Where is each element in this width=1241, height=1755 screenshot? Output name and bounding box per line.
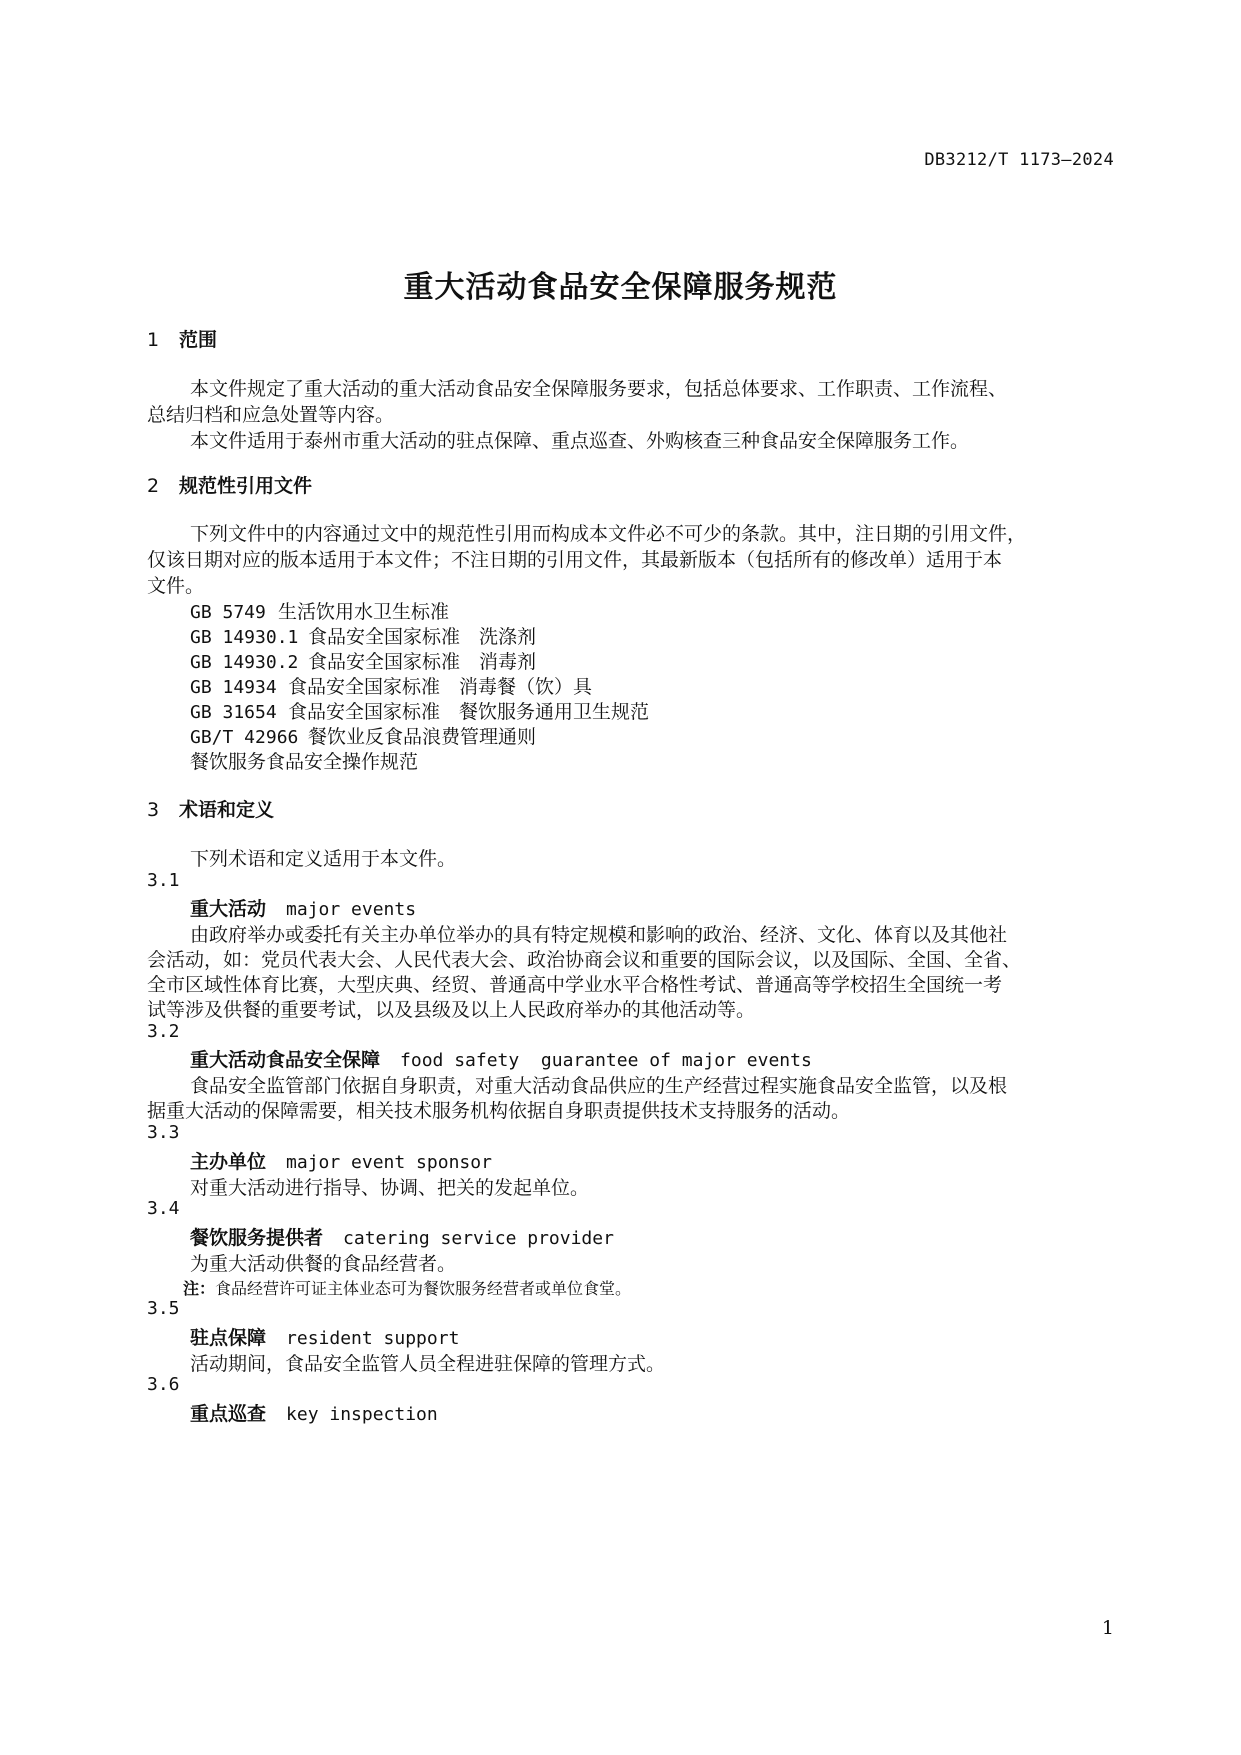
reference-item bbox=[190, 747, 418, 774]
term-definition-line: 对重大活动进行指导、协调、把关的发起单位。 bbox=[190, 1177, 590, 1199]
section-title: 规范性引用文件 bbox=[179, 475, 313, 497]
reference-item bbox=[190, 597, 449, 624]
term-english: catering service provider bbox=[343, 1228, 614, 1249]
reference-code: GB 5749 bbox=[190, 602, 266, 623]
term-number: 3.1 bbox=[147, 870, 180, 891]
term-english: food safety guarantee of major events bbox=[400, 1050, 812, 1071]
term-definition-line: 食品安全监管部门依据自身职责，对重大活动食品供应的生产经营过程实施食品安全监管，以及根 bbox=[190, 1075, 1008, 1097]
reference-code: GB 31654 bbox=[190, 702, 277, 723]
term-definition-line: 试等涉及供餐的重要考试，以及县级及以上人民政府举办的其他活动等。 bbox=[147, 999, 756, 1021]
reference-code: GB 14930.1 bbox=[190, 627, 299, 648]
reference-item bbox=[190, 672, 592, 699]
reference-item bbox=[190, 722, 536, 749]
term-definition-line: 为重大活动供餐的食品经营者。 bbox=[190, 1253, 457, 1275]
term-number: 3.6 bbox=[147, 1374, 180, 1395]
term-name: 驻点保障 bbox=[190, 1327, 267, 1349]
reference-title: 食品安全国家标准 消毒餐（饮）具 bbox=[288, 676, 593, 698]
normative-intro-line-1: 下列文件中的内容通过文中的规范性引用而构成本文件必不可少的条款。其中，注日期的引用文件， bbox=[190, 523, 1027, 545]
section-number: 1 bbox=[147, 329, 160, 351]
reference-item bbox=[190, 697, 649, 724]
reference-title: 餐饮业反食品浪费管理通则 bbox=[308, 726, 537, 748]
term-number: 3.3 bbox=[147, 1122, 180, 1143]
term-note bbox=[183, 1276, 631, 1299]
term-name: 重大活动 bbox=[190, 898, 267, 920]
term-heading bbox=[190, 1223, 614, 1250]
section-title: 范围 bbox=[179, 329, 218, 351]
page-number: 1 bbox=[1101, 1617, 1114, 1639]
term-heading bbox=[190, 1323, 459, 1350]
reference-title: 食品安全国家标准 消毒剂 bbox=[308, 651, 537, 673]
term-english: resident support bbox=[286, 1328, 460, 1349]
term-number: 3.2 bbox=[147, 1021, 180, 1042]
term-english: major event sponsor bbox=[286, 1152, 492, 1173]
reference-code: GB 14930.2 bbox=[190, 652, 299, 673]
section-3-heading bbox=[147, 795, 274, 822]
document-code: DB3212/T 1173—2024 bbox=[924, 150, 1114, 170]
scope-paragraph-1-line-1: 本文件规定了重大活动的重大活动食品安全保障服务要求，包括总体要求、工作职责、工作流程、 bbox=[190, 378, 1008, 400]
normative-intro-line-2: 仅该日期对应的版本适用于本文件；不注日期的引用文件，其最新版本（包括所有的修改单）适用于本 bbox=[147, 549, 1003, 571]
term-english: major events bbox=[286, 899, 417, 920]
normative-intro-line-3: 文件。 bbox=[147, 575, 205, 597]
note-label: 注： bbox=[183, 1279, 216, 1298]
term-definition-line: 会活动，如：党员代表大会、人民代表大会、政治协商会议和重要的国际会议，以及国际、全国、全省、 bbox=[147, 949, 1022, 971]
term-definition-line: 据重大活动的保障需要，相关技术服务机构依据自身职责提供技术支持服务的活动。 bbox=[147, 1100, 851, 1122]
note-text: 食品经营许可证主体业态可为餐饮服务经营者或单位食堂。 bbox=[215, 1279, 632, 1298]
document-title: 重大活动食品安全保障服务规范 bbox=[403, 270, 838, 305]
term-name: 重点巡查 bbox=[190, 1403, 267, 1425]
term-definition-line: 全市区域性体育比赛，大型庆典、经贸、普通高中学业水平合格性考试、普通高等学校招生全国统一考 bbox=[147, 974, 1003, 996]
reference-item bbox=[190, 647, 536, 674]
section-number: 2 bbox=[147, 475, 160, 497]
section-title: 术语和定义 bbox=[179, 799, 275, 821]
term-definition-line: 活动期间，食品安全监管人员全程进驻保障的管理方式。 bbox=[190, 1353, 666, 1375]
section-2-heading bbox=[147, 471, 312, 498]
reference-code: GB 14934 bbox=[190, 677, 277, 698]
scope-paragraph-2: 本文件适用于泰州市重大活动的驻点保障、重点巡查、外购核查三种食品安全保障服务工作。 bbox=[190, 430, 970, 452]
term-name: 餐饮服务提供者 bbox=[190, 1227, 324, 1249]
term-name: 重大活动食品安全保障 bbox=[190, 1049, 381, 1071]
terms-intro: 下列术语和定义适用于本文件。 bbox=[190, 848, 457, 870]
term-number: 3.5 bbox=[147, 1298, 180, 1319]
scope-paragraph-1-line-2: 总结归档和应急处置等内容。 bbox=[147, 404, 395, 426]
term-heading bbox=[190, 1147, 492, 1174]
reference-title: 食品安全国家标准 洗涤剂 bbox=[308, 626, 537, 648]
reference-title: 餐饮服务食品安全操作规范 bbox=[190, 751, 419, 773]
reference-item bbox=[190, 622, 536, 649]
term-heading bbox=[190, 1045, 812, 1072]
term-name: 主办单位 bbox=[190, 1151, 267, 1173]
reference-title: 食品安全国家标准 餐饮服务通用卫生规范 bbox=[288, 701, 650, 723]
section-1-heading bbox=[147, 325, 217, 352]
term-heading bbox=[190, 894, 416, 921]
term-heading bbox=[190, 1399, 438, 1426]
term-number: 3.4 bbox=[147, 1198, 180, 1219]
section-number: 3 bbox=[147, 799, 160, 821]
reference-code: GB/T 42966 bbox=[190, 727, 299, 748]
reference-title: 生活饮用水卫生标准 bbox=[278, 601, 450, 623]
term-english: key inspection bbox=[286, 1404, 438, 1425]
term-definition-line: 由政府举办或委托有关主办单位举办的具有特定规模和影响的政治、经济、文化、体育以及其他社 bbox=[190, 924, 1008, 946]
